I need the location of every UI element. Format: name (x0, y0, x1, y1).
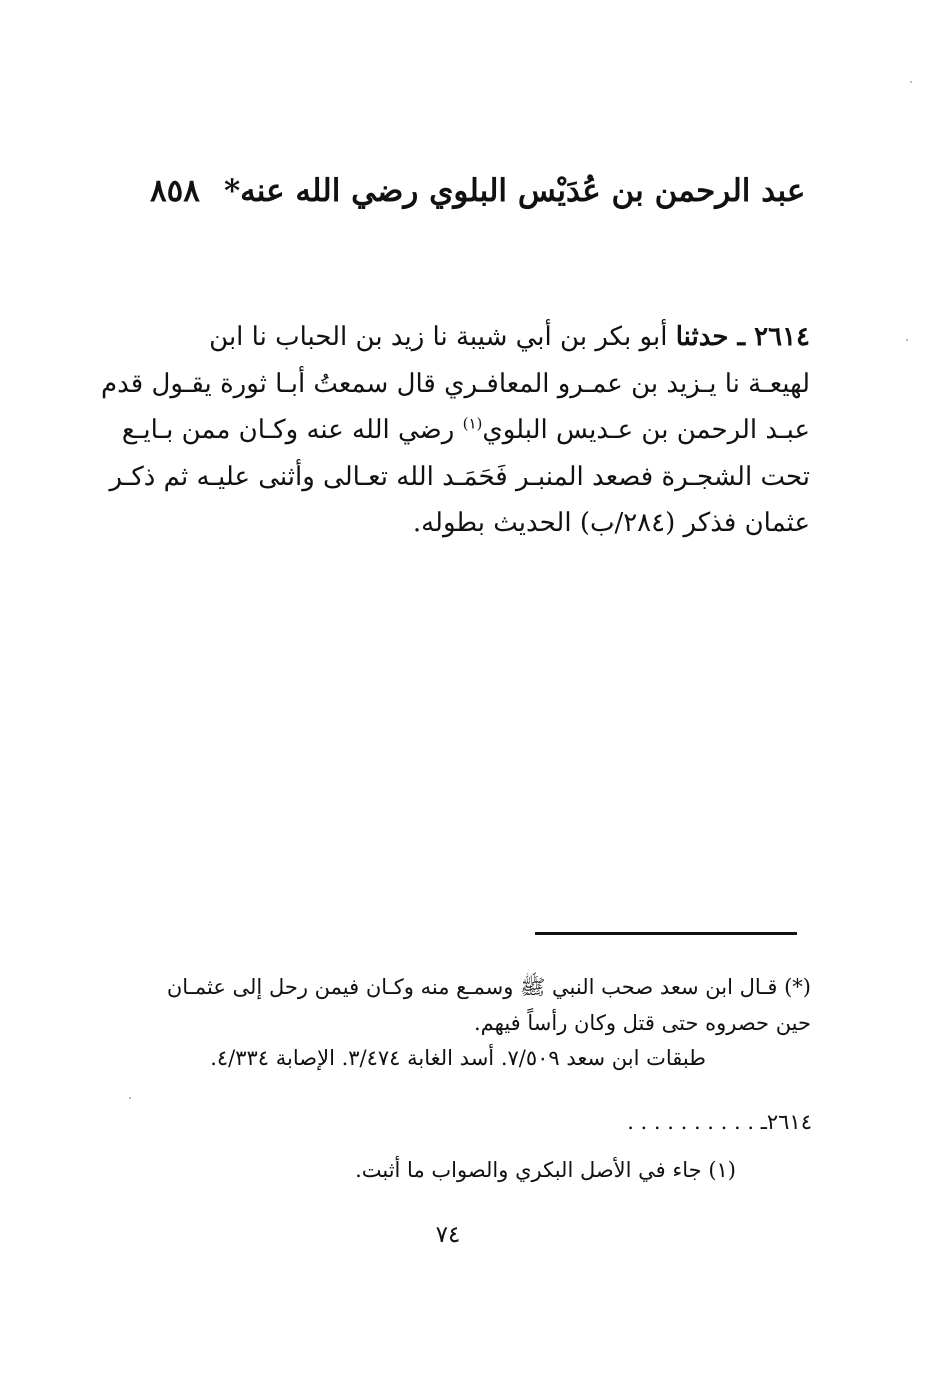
footnote-hadith-reference: ٢٦١٤ـ . . . . . . . . . . (627, 1110, 812, 1134)
footnote-star-line: حين حصروه حتى قتل وكان رأساً فيهم. (473, 1011, 811, 1035)
footnote-note-1: (١) جاء في الأصل البكري والصواب ما أثبت. (355, 1158, 736, 1182)
hadith-text (101, 314, 810, 547)
footnote-sources: طبقات ابن سعد ٧/٥٠٩. أسد الغابة ٣/٤٧٤. الإصابة ٤/٣٣٤. (210, 1046, 706, 1070)
footnote-divider (535, 932, 797, 935)
hadith-line: تحت الشجـرة فصعد المنبـر فَحَمَـد الله تعـالى وأثنى عليـه ثم ذكـر (109, 461, 810, 492)
scan-speck (906, 339, 908, 341)
hadith-number-label: ٢٦١٤ ـ حدثنا (675, 322, 810, 352)
scan-speck (910, 81, 912, 83)
page-number: ٧٤ (435, 1222, 461, 1248)
hadith-line-text: رضي الله عنه وكـان ممن بـايـع (121, 415, 463, 445)
footnote-reference: (١) (462, 414, 483, 433)
hadith-line-text: أبو بكر بن أبي شيبة نا زيد بن الحباب نا ابن (209, 322, 676, 352)
hadith-line-text: عبـد الرحمن بن عـديس البلوي (482, 415, 810, 445)
entry-heading: عبد الرحمن بن عُدَيْس البلوي رضي الله عنه* (223, 172, 806, 209)
entry-number: ٨٥٨ (150, 172, 200, 209)
hadith-line: عثمان فذكر (٢٨٤/ب) الحديث بطوله. (412, 508, 810, 538)
hadith-line: لهيعـة نا يـزيد بن عمـرو المعافـري قال سمعتُ أبـا ثورة يقـول قدم (101, 368, 810, 399)
scan-speck (129, 1097, 131, 1099)
footnote-star-line: (*) قـال ابن سعد صحب النبي ﷺ وسمـع منه وكـان فيمن رحل إلى عثمـان (166, 975, 811, 999)
hadith-line (121, 407, 810, 454)
hadith-line (126, 314, 810, 361)
entry-title (150, 166, 806, 216)
